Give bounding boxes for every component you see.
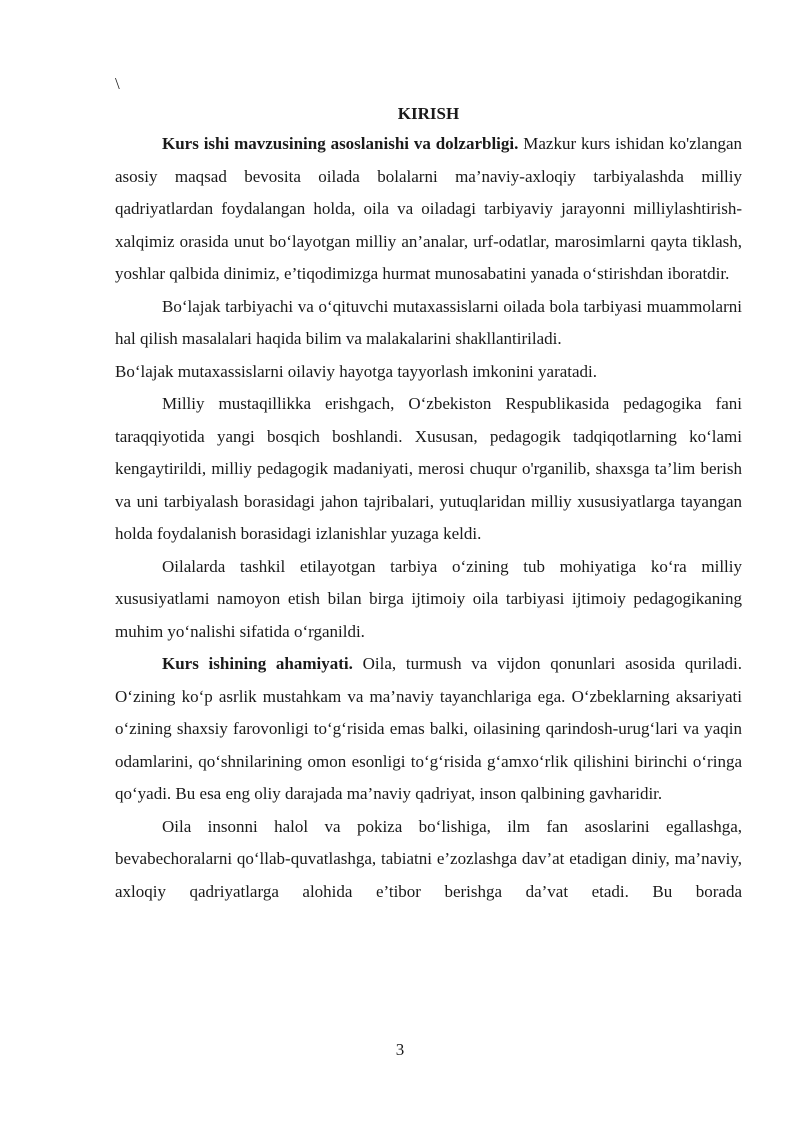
- paragraph-future-teachers: [115, 291, 742, 356]
- paragraph-lead: Kurs ishining ahamiyati.: [162, 654, 353, 673]
- paragraph-values: [115, 811, 742, 909]
- paragraph-independence: [115, 388, 742, 551]
- paragraph-family-life: [115, 356, 742, 389]
- paragraph-text: Oilalarda tashkil etilayotgan tarbiya o‘zining tub mohiyatiga ko‘ra milliy xususiyatlami namoyon etish bilan birga ijtimoiy oila tarbiyasi ijtimoiy pedagogikaning muhim yo‘nalishi sifatida o‘rganildi.: [115, 556, 742, 641]
- page-number: 3: [395, 1040, 405, 1059]
- header-mark: \: [115, 74, 120, 93]
- section-title: KIRISH: [397, 104, 460, 123]
- paragraph-text: Milliy mustaqillikka erishgach, O‘zbekiston Respublikasida pedagogika fani taraqqiyotida yangi bosqich boshlandi. Xususan, pedagogik tadqiqotlarning ko‘lami kengaytirildi, milliy pedagogik madaniyati, merosi chuqur o'rganilib, shaxsga ta’lim berish va uni tarbiyalash borasidagi jahon tajribalari, yutuqlaridan milliy xususiyatlarga tayangan holda foydalanish borasidagi izlanishlar yuzaga keldi.: [115, 394, 742, 543]
- paragraph-family-upbringing: [115, 551, 742, 649]
- paragraph-text: Bo‘lajak mutaxassislarni oilaviy hayotga tayyorlash imkonini yaratadi.: [115, 361, 598, 381]
- paragraph-text: Oila insonni halol va pokiza bo‘lishiga, ilm fan asoslarini egallashga, bevabechoralarni qo‘llab-quvatlashga, tabiatni e’zozlashga dav’at etadigan diniy, ma’naviy, axloqiy qadriyatlarga alohida e’tibor berishga da’vat etadi. Bu borada: [115, 816, 742, 901]
- paragraph-text: Oila, turmush va vijdon qonunlari asosida quriladi. O‘zining ko‘p asrlik mustahkam va ma’naviy tayanchlariga ega. O‘zbeklarning aksariyati o‘zining shaxsiy farovonligi to‘g‘risida emas balki, oilasining qarindosh-urug‘lari va yaqin odamlarini, qo‘shnilarining omon esonligi to‘g‘risida g‘amxo‘rlik qilishini birinchi o‘ringa qo‘yadi. Bu esa eng oliy darajada ma’naviy qadriyat, inson qalbining gavharidir.: [115, 654, 742, 803]
- paragraph-importance: [115, 648, 742, 811]
- paragraph-text: Bo‘lajak tarbiyachi va o‘qituvchi mutaxassislarni oilada bola tarbiyasi muammolarni hal qilish masalalari haqida bilim va malakalarini shakllantiriladi.: [115, 296, 742, 348]
- paragraph-lead: Kurs ishi mavzusining asoslanishi va dolzarbligi.: [162, 134, 519, 153]
- paragraph-text: Mazkur kurs ishidan ko'zlangan asosiy maqsad bevosita oilada bolalarni ma’naviy-axloqiy tarbiyalashda milliy qadriyatlardan foydalangan holda, oila va oiladagi tarbiyaviy jarayonni milliylashtirish-xalqimiz orasida unut bo‘layotgan milliy an’analar, urf-odatlar, marosimlarni qayta tiklash, yoshlar qalbida dinimiz, e’tiqodimizga hurmat munosabatini yanada o‘stirishdan iboratdir.: [115, 134, 742, 283]
- document-page: [115, 72, 742, 908]
- paragraph-relevance: [115, 128, 742, 291]
